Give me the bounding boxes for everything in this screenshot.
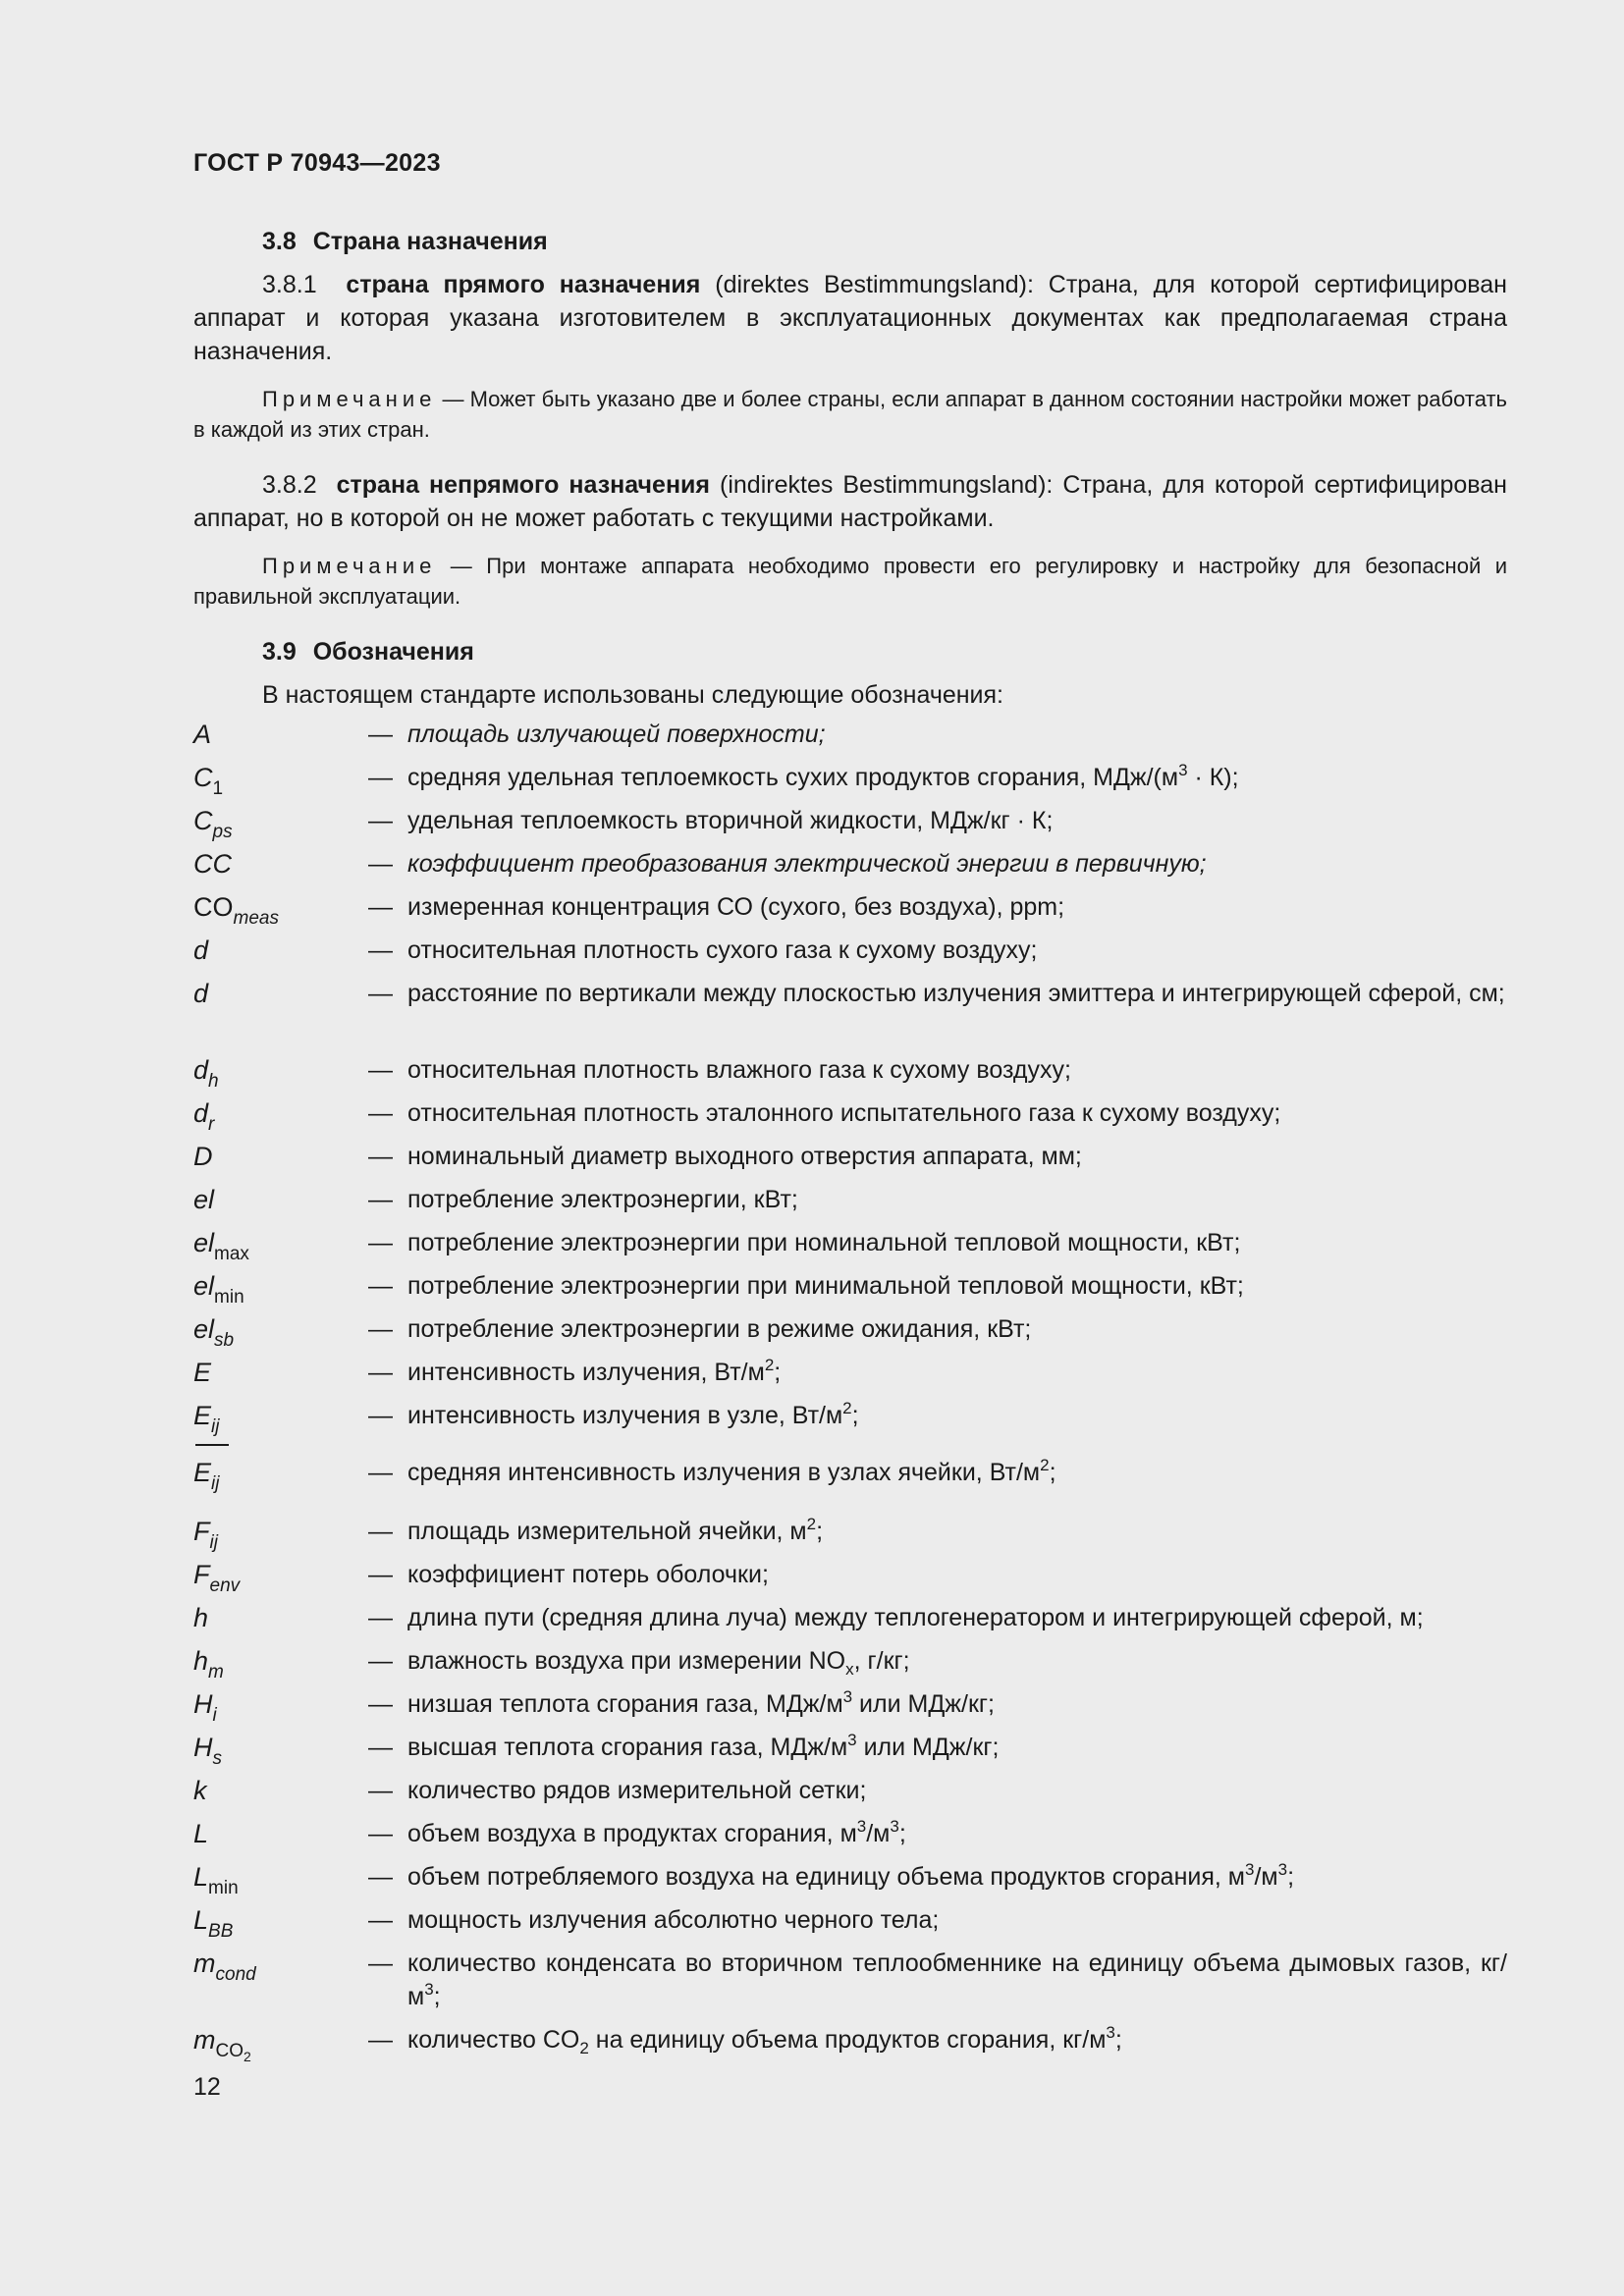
note-2 (193, 551, 1507, 612)
symbol: $d_h$ (193, 1055, 219, 1092)
symbols-list (193, 718, 1507, 2066)
dash: — (368, 893, 393, 921)
page-content (193, 225, 1507, 2066)
symbol: E (193, 1358, 212, 1387)
dash: — (368, 936, 393, 964)
symbol-definition: количество конденсата во вторичном теплообменнике на единицу объема дымовых газов, $кг/м^3$; (407, 1949, 1507, 2010)
symbol-definition: относительная плотность эталонного испытательного газа к сухому воздуху; (407, 1099, 1281, 1127)
symbol-row (193, 890, 1507, 934)
symbol-row (193, 1515, 1507, 1558)
symbol: L (193, 1819, 209, 1848)
symbol: $E_{ij}$ (193, 1401, 220, 1437)
symbol: $L_{min}$ (193, 1862, 239, 1898)
symbol: $el_{min}$ (193, 1271, 244, 1308)
symbol: $el_{sb}$ (193, 1314, 235, 1351)
dash: — (368, 1315, 393, 1343)
symbol-row (193, 1312, 1507, 1356)
symbol-row (193, 1817, 1507, 1860)
symbol-row (193, 847, 1507, 890)
dash: — (368, 721, 393, 748)
page-number: 12 (193, 2073, 221, 2101)
note-text: — При монтаже аппарата необходимо провести его регулировку и настройку для безопасной и правильной эксплуатации. (193, 554, 1507, 609)
symbol: $C_1$ (193, 763, 224, 799)
symbol: h (193, 1603, 209, 1632)
symbol-row (193, 1687, 1507, 1731)
dash: — (368, 980, 393, 1007)
clause-3-8-1 (193, 268, 1507, 368)
symbol-definition: измеренная концентрация СО (сухого, без воздуха), ppm; (407, 893, 1065, 921)
symbol-row (193, 718, 1507, 761)
dash: — (368, 1561, 393, 1588)
symbol: D (193, 1142, 213, 1171)
overline-bar (195, 1444, 229, 1446)
symbol: $m_{cond}$ (193, 1949, 256, 1985)
symbol-definition: потребление электроэнергии при номинальной тепловой мощности, кВт; (407, 1229, 1241, 1256)
symbol-definition: потребление электроэнергии в режиме ожидания, кВт; (407, 1315, 1032, 1343)
symbol-row (193, 1183, 1507, 1226)
section-heading-3-8 (193, 225, 1507, 258)
symbol: d (193, 979, 209, 1008)
symbol-row (193, 1442, 1507, 1515)
section-heading-3-9 (193, 635, 1507, 668)
symbol-row (193, 1774, 1507, 1817)
symbol-definition: средняя интенсивность излучения в узлах ячейки, $Вт/м^2$; (407, 1456, 1056, 1486)
dash: — (368, 850, 393, 878)
symbol: el (193, 1185, 215, 1214)
note-1 (193, 384, 1507, 445)
section-title: Обозначения (312, 638, 474, 666)
symbol-row (193, 1558, 1507, 1601)
symbol-definition: удельная теплоемкость вторичной жидкости, МДж/кг · К; (407, 807, 1054, 834)
symbol-definition: высшая теплота сгорания газа, МДж/$м^3$ или МДж/кг; (407, 1731, 1000, 1761)
symbol-row (193, 761, 1507, 804)
symbol: d (193, 935, 209, 965)
dash: — (368, 1647, 393, 1675)
clause-term: страна прямого назначения (346, 271, 701, 298)
symbol: $H_s$ (193, 1733, 222, 1769)
symbol-row (193, 1269, 1507, 1312)
dash: — (368, 1402, 393, 1429)
dash: — (368, 1734, 393, 1761)
symbol-definition: площадь излучающей поверхности; (407, 721, 826, 748)
dash: — (368, 1186, 393, 1213)
dash: — (368, 1143, 393, 1170)
symbol-definition: потребление электроэнергии, кВт; (407, 1186, 798, 1213)
symbol-definition: относительная плотность влажного газа к сухому воздуху; (407, 1056, 1071, 1084)
section-title: Страна назначения (312, 228, 548, 255)
symbol-row (193, 1140, 1507, 1183)
symbol: $F_{env}$ (193, 1560, 241, 1596)
dash: — (368, 1359, 393, 1386)
symbol-definition: объем воздуха в продуктах сгорания, $м^3/м^3$; (407, 1817, 906, 1847)
clause-term: страна непрямого назначения (336, 471, 711, 499)
symbol-definition: влажность воздуха при измерении $NO_x$, г/кг; (407, 1647, 910, 1679)
clause-text: (direktes Bestimmungsland): Страна, для которой сертифицирован аппарат и которая указана изготовителем в эксплуатационных документах как предполагаемая страна назначения. (193, 271, 1507, 365)
note-label: Примечание (262, 554, 437, 578)
dash: — (368, 2026, 393, 2054)
symbol-row (193, 1096, 1507, 1140)
symbol: CC (193, 849, 232, 879)
dash: — (368, 1777, 393, 1804)
symbol-definition: потребление электроэнергии при минимальной тепловой мощности, кВт; (407, 1272, 1244, 1300)
symbol-row (193, 1601, 1507, 1644)
dash: — (368, 1518, 393, 1545)
symbol: $L_{BB}$ (193, 1905, 234, 1942)
symbol: k (193, 1776, 207, 1805)
symbol-definition: мощность излучения абсолютно черного тела; (407, 1906, 940, 1934)
dash: — (368, 764, 393, 791)
symbol-row (193, 804, 1507, 847)
symbol-row (193, 977, 1507, 1053)
dash: — (368, 1820, 393, 1847)
symbol-definition: низшая теплота сгорания газа, МДж/$м^3$ или МДж/кг; (407, 1687, 995, 1718)
symbol-definition: интенсивность излучения, $Вт/м^2$; (407, 1356, 782, 1386)
symbol-row (193, 1356, 1507, 1399)
symbol-definition: номинальный диаметр выходного отверстия аппарата, мм; (407, 1143, 1082, 1170)
symbol-definition: интенсивность излучения в узле, $Вт/м^2$; (407, 1399, 859, 1429)
clause-number: 3.8.2 (262, 471, 317, 499)
symbol: $E_{ij}$ (193, 1456, 368, 1489)
symbol-definition: объем потребляемого воздуха на единицу объема продуктов сгорания, $м^3/м^3$; (407, 1860, 1295, 1891)
symbol-definition: количество рядов измерительной сетки; (407, 1777, 867, 1804)
symbol-row (193, 1644, 1507, 1687)
section-number: 3.8 (262, 228, 297, 255)
symbols-intro: В настоящем стандарте использованы следующие обозначения: (262, 681, 1004, 709)
dash: — (368, 1690, 393, 1718)
symbol-row (193, 1053, 1507, 1096)
symbol-definition: площадь измерительной ячейки, $м^2$; (407, 1515, 824, 1545)
dash: — (368, 1229, 393, 1256)
symbol: $F_{ij}$ (193, 1517, 218, 1553)
dash: — (368, 1056, 393, 1084)
symbol-definition: расстояние по вертикали между плоскостью излучения эмиттера и интегрирующей сферой, см; (407, 980, 1505, 1007)
dash: — (368, 1459, 393, 1486)
symbol-definition: длина пути (средняя длина луча) между теплогенератором и интегрирующей сферой, м; (407, 1604, 1424, 1631)
symbol-row (193, 2023, 1507, 2066)
symbol-definition: коэффициент потерь оболочки; (407, 1561, 769, 1588)
clause-number: 3.8.1 (262, 271, 317, 298)
dash: — (368, 1906, 393, 1934)
note-label: Примечание (262, 387, 437, 411)
dash: — (368, 807, 393, 834)
dash: — (368, 1949, 393, 1977)
symbol-definition: коэффициент преобразования электрической энергии в первичную; (407, 850, 1207, 878)
dash: — (368, 1604, 393, 1631)
symbol: $h_m$ (193, 1646, 224, 1682)
symbol: $H_i$ (193, 1689, 217, 1726)
symbol-row (193, 934, 1507, 977)
symbol: $el_{max}$ (193, 1228, 249, 1264)
document-id-header: ГОСТ Р 70943—2023 (193, 149, 441, 177)
symbol: $C_{ps}$ (193, 806, 233, 842)
symbol-row (193, 1226, 1507, 1269)
dash: — (368, 1272, 393, 1300)
symbol-row (193, 1903, 1507, 1947)
symbol-row (193, 1731, 1507, 1774)
note-text: — Может быть указано две и более страны, если аппарат в данном состоянии настройки может работать в каждой из этих стран. (193, 387, 1507, 442)
symbol: $m_{CO_2}$ (193, 2025, 251, 2064)
clause-text: (indirektes Bestimmungsland): Страна, для которой сертифицирован аппарат, но в которой он не может работать с текущими настройками. (193, 471, 1507, 532)
symbol: $d_r$ (193, 1098, 215, 1135)
symbol-row (193, 1399, 1507, 1442)
symbol-definition: относительная плотность сухого газа к сухому воздуху; (407, 936, 1038, 964)
symbol-definition: средняя удельная теплоемкость сухих продуктов сгорания, МДж/$(м^3 \cdot К)$; (407, 761, 1239, 791)
clause-3-8-2 (193, 468, 1507, 535)
symbol: $CO_{meas}$ (193, 892, 279, 929)
symbol: A (193, 720, 212, 749)
section-number: 3.9 (262, 638, 297, 666)
symbol-row (193, 1860, 1507, 1903)
dash: — (368, 1863, 393, 1891)
symbol-definition: количество $CO_2$ на единицу объема продуктов сгорания, $кг/м^3$; (407, 2023, 1122, 2057)
dash: — (368, 1099, 393, 1127)
symbol-row (193, 1947, 1507, 2023)
